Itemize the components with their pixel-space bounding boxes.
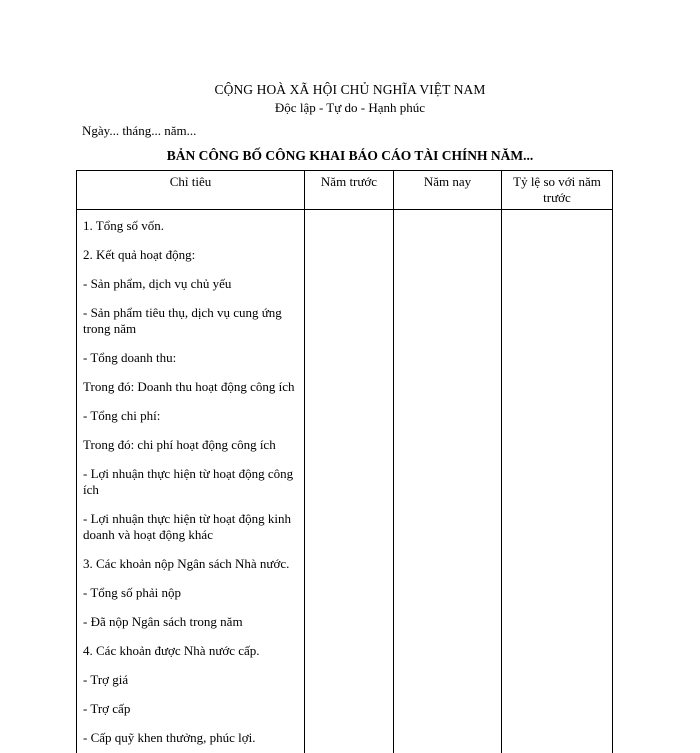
indicator-label: - Sản phẩm, dịch vụ chủ yếu bbox=[77, 270, 304, 295]
indicator-label: 1. Tổng số vốn. bbox=[77, 212, 304, 237]
indicator-label: - Sản phẩm tiêu thụ, dịch vụ cung ứng trong năm bbox=[77, 299, 304, 340]
table-header-row bbox=[77, 171, 613, 210]
indicator-label: - Cấp quỹ khen thưởng, phúc lợi. bbox=[77, 724, 304, 749]
indicator-label: Trong đó: Doanh thu hoạt động công ích bbox=[77, 373, 304, 398]
table-row bbox=[77, 210, 613, 753]
column-header-current-year: Năm nay bbox=[394, 171, 502, 210]
indicator-label: 4. Các khoản được Nhà nước cấp. bbox=[77, 637, 304, 662]
national-motto: Độc lập - Tự do - Hạnh phúc bbox=[0, 100, 700, 116]
indicator-label-list bbox=[77, 210, 304, 749]
indicator-label: - Lợi nhuận thực hiện từ hoạt động công ích bbox=[77, 460, 304, 501]
column-header-indicator: Chỉ tiêu bbox=[77, 171, 305, 210]
indicator-label: - Tổng chi phí: bbox=[77, 402, 304, 427]
column-header-previous-year: Năm trước bbox=[305, 171, 394, 210]
indicator-label: Trong đó: chi phí hoạt động công ích bbox=[77, 431, 304, 456]
indicator-label: 3. Các khoản nộp Ngân sách Nhà nước. bbox=[77, 550, 304, 575]
indicator-label: - Lợi nhuận thực hiện từ hoạt động kinh doanh và hoạt động khác bbox=[77, 505, 304, 546]
ratio-cell bbox=[502, 210, 613, 753]
indicator-label: 2. Kết quả hoạt động: bbox=[77, 241, 304, 266]
previous-year-cell bbox=[305, 210, 394, 753]
current-year-cell bbox=[394, 210, 502, 753]
document-title: BẢN CÔNG BỐ CÔNG KHAI BÁO CÁO TÀI CHÍNH NĂM... bbox=[0, 148, 700, 164]
country-name: CỘNG HOÀ XÃ HỘI CHỦ NGHĨA VIỆT NAM bbox=[0, 82, 700, 98]
table-body bbox=[77, 210, 613, 753]
indicator-label: - Trợ cấp bbox=[77, 695, 304, 720]
indicator-label: - Tổng số phải nộp bbox=[77, 579, 304, 604]
financial-report-table bbox=[76, 170, 613, 753]
date-line: Ngày... tháng... năm... bbox=[82, 123, 196, 139]
indicator-label: - Trợ giá bbox=[77, 666, 304, 691]
column-header-ratio: Tỷ lệ so với năm trước bbox=[502, 171, 613, 210]
indicator-label: - Đã nộp Ngân sách trong năm bbox=[77, 608, 304, 633]
indicator-label: - Tổng doanh thu: bbox=[77, 344, 304, 369]
indicator-cell bbox=[77, 210, 305, 753]
